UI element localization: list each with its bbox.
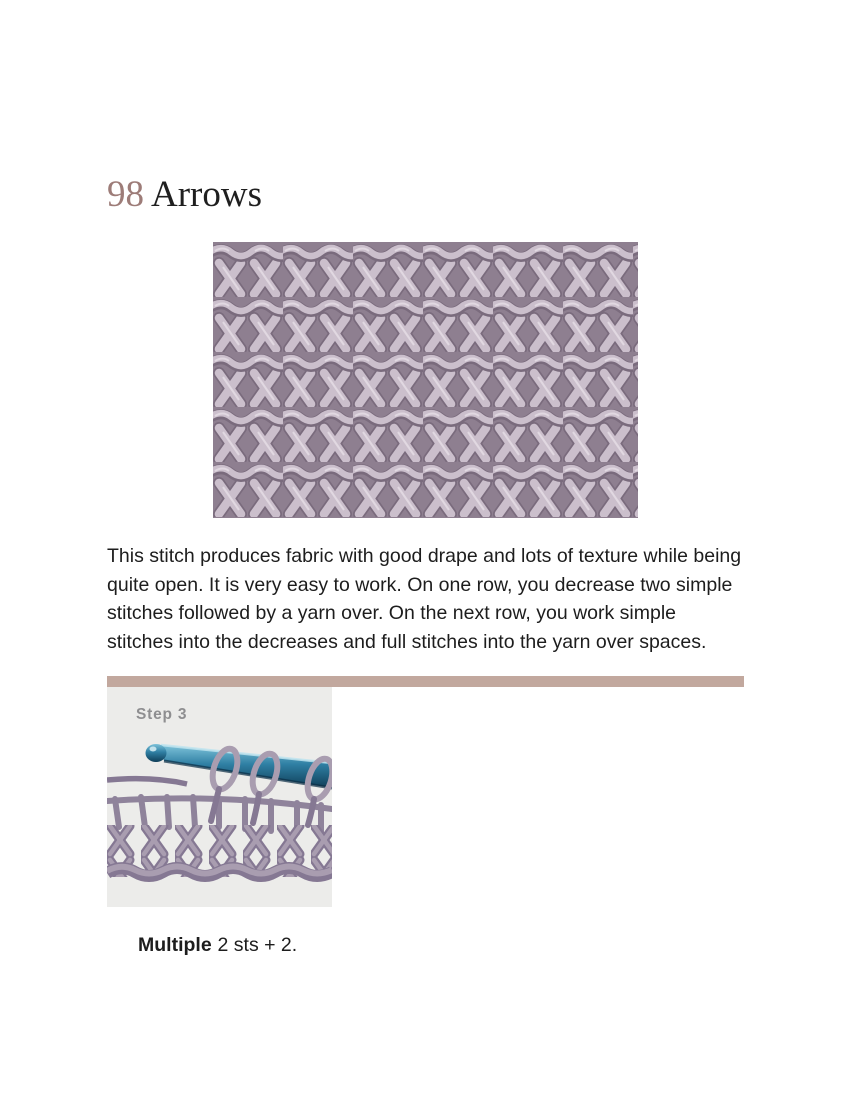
multiple-line (138, 934, 744, 957)
stitch-number: 98 (107, 174, 144, 215)
stitch-swatch-texture (213, 242, 638, 518)
multiple-value: 2 sts + 2. (217, 934, 298, 956)
step-photo (107, 687, 332, 907)
stitch-description: This stitch produces fabric with good drape and lots of texture while being quite open. It is very easy to work. On one row, you decrease two simple stitches followed by a yarn over. On the next row, you work simple stitches into the decreases and full stitches into the yarn over spaces. (107, 545, 742, 653)
section-divider-bar (107, 676, 744, 687)
page-title (107, 0, 744, 217)
step-label: Step 3 (136, 706, 188, 723)
page-content (107, 0, 744, 957)
stitch-swatch-photo (213, 242, 638, 518)
multiple-label: Multiple (138, 934, 212, 956)
stitch-name: Arrows (151, 174, 262, 215)
